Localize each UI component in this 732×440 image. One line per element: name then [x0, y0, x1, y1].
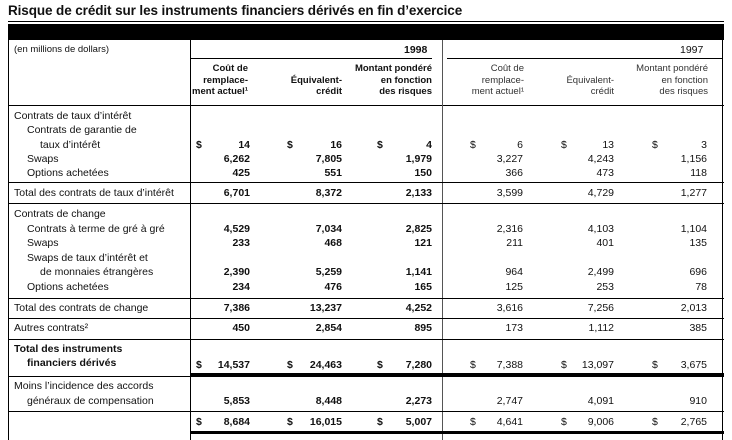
dollar-sign: $: [196, 416, 202, 428]
cell-guarantee-1997-col2: 13: [602, 139, 614, 151]
cell-options-1997-col1: 366: [505, 167, 523, 179]
dollar-sign: $: [377, 359, 383, 371]
cell-forwards-1997-col1: 2,316: [496, 223, 523, 235]
cell-netting-1998-col3: 2,273: [405, 395, 432, 407]
label-forwards: Contrats à terme de gré à gré: [27, 223, 165, 235]
dollar-sign: $: [470, 416, 476, 428]
cell-net-1997-col3: 2,765: [680, 416, 707, 428]
cell-fx-options-1997-col3: 78: [695, 281, 707, 293]
divider-right: [722, 40, 723, 440]
cell-total-fx-1997-col3: 2,013: [680, 302, 707, 314]
label-fx-swaps: Swaps: [27, 237, 59, 249]
cell-other-1998-col3: 895: [414, 322, 432, 334]
label-total-fx: Total des contrats de change: [14, 302, 149, 314]
cell-cross-1998-col3: 1,141: [405, 266, 432, 278]
cell-fx-swaps-1998-col2: 468: [324, 237, 342, 249]
label-fx-options: Options achetées: [27, 281, 109, 293]
cell-swaps-1997-col2: 4,243: [587, 153, 614, 165]
cell-fx-swaps-1998-col3: 121: [414, 237, 432, 249]
cell-swaps-1998-col3: 1,979: [405, 153, 432, 165]
divider-1998-1997: [442, 40, 443, 440]
cell-options-1998-col1: 425: [232, 167, 250, 179]
cell-total-deriv-1997-col3: 3,675: [680, 359, 707, 371]
label-other: Autres contrats²: [14, 322, 89, 334]
rule-total-interest-top: [8, 182, 724, 183]
cell-netting-1997-col1: 2,747: [496, 395, 523, 407]
cell-total-interest-1997-col2: 4,729: [587, 187, 614, 199]
dollar-sign: $: [377, 416, 383, 428]
header-rule: [8, 105, 724, 106]
cell-cross-1997-col1: 964: [505, 266, 523, 278]
cell-other-1997-col2: 1,112: [588, 322, 614, 334]
cell-cross-1998-col1: 2,390: [223, 266, 250, 278]
cell-other-1997-col3: 385: [689, 322, 707, 334]
cell-netting-1997-col2: 4,091: [587, 395, 614, 407]
header-bar: [8, 24, 724, 40]
label-cross-1: Swaps de taux d’intérêt et: [27, 252, 148, 264]
cell-guarantee-1998-col2: 16: [330, 139, 342, 151]
cell-swaps-1998-col2: 7,805: [315, 153, 342, 165]
cell-cross-1997-col2: 2,499: [587, 266, 614, 278]
cell-other-1998-col2: 2,854: [315, 322, 342, 334]
cell-total-interest-1997-col1: 3,599: [496, 187, 523, 199]
cell-total-deriv-1998-col3: 7,280: [405, 359, 432, 371]
label-guarantee-1: Contrats de garantie de: [27, 124, 137, 136]
header-weighted-1998: Montant pondéré en fonction des risques: [354, 63, 432, 97]
cell-total-deriv-1998-col2: 24,463: [309, 359, 342, 371]
cell-options-1997-col3: 118: [690, 167, 707, 179]
header-equiv-1998: Équivalent- crédit: [290, 74, 342, 97]
units-label: (en millions de dollars): [14, 44, 110, 55]
label-swaps: Swaps: [27, 153, 59, 165]
label-interest-heading: Contrats de taux d’intérêt: [14, 110, 132, 122]
cell-net-1997-col1: 4,641: [496, 416, 523, 428]
cell-swaps-1997-col3: 1,156: [680, 153, 707, 165]
label-total-deriv-2: financiers dérivés: [27, 357, 117, 369]
cell-cross-1998-col2: 5,259: [315, 266, 342, 278]
cell-options-1998-col3: 150: [414, 167, 432, 179]
dollar-sign: $: [287, 416, 293, 428]
header-cost-1998: Coût de remplace- ment actuel¹: [192, 63, 248, 97]
title-rule: [8, 21, 724, 22]
cell-guarantee-1997-col3: 3: [701, 139, 707, 151]
divider-label-1998: [190, 40, 191, 440]
rule-1998: [191, 58, 432, 59]
cell-netting-1997-col3: 910: [689, 395, 707, 407]
cell-netting-1998-col2: 8,448: [315, 395, 342, 407]
rule-total-interest-bottom: [8, 203, 724, 204]
cell-fx-options-1998-col3: 165: [414, 281, 432, 293]
cell-fx-options-1997-col2: 253: [596, 281, 614, 293]
rule-net-top: [8, 411, 724, 412]
dollar-sign: $: [377, 139, 383, 151]
cell-forwards-1998-col3: 2,825: [405, 223, 432, 235]
rule-1997: [447, 58, 723, 59]
header-cost-1997: Coût de remplace- ment actuel¹: [471, 63, 524, 97]
dollar-sign: $: [287, 139, 293, 151]
cell-total-fx-1997-col2: 7,256: [587, 302, 614, 314]
dollar-sign: $: [287, 359, 293, 371]
year-1997: 1997: [680, 44, 704, 56]
header-equiv-1997: Équivalent- crédit: [566, 74, 614, 97]
cell-fx-options-1997-col1: 125: [505, 281, 523, 293]
cell-total-fx-1998-col3: 4,252: [405, 302, 432, 314]
cell-options-1998-col2: 551: [324, 167, 342, 179]
rule-net-bottom: [190, 431, 724, 434]
cell-total-fx-1998-col2: 13,237: [309, 302, 342, 314]
cell-cross-1997-col3: 696: [689, 266, 707, 278]
cell-other-1998-col1: 450: [232, 322, 250, 334]
table-title: Risque de crédit sur les instruments financiers dérivés en fin d’exercice: [8, 3, 463, 18]
cell-forwards-1997-col3: 1,104: [680, 223, 707, 235]
cell-total-interest-1997-col3: 1,277: [680, 187, 707, 199]
cell-guarantee-1997-col1: 6: [517, 139, 523, 151]
cell-forwards-1998-col2: 7,034: [315, 223, 342, 235]
cell-fx-options-1998-col2: 476: [324, 281, 342, 293]
label-options: Options achetées: [27, 167, 109, 179]
dollar-sign: $: [652, 416, 658, 428]
cell-guarantee-1998-col3: 4: [426, 139, 432, 151]
cell-fx-swaps-1997-col1: 211: [506, 237, 523, 249]
cell-net-1998-col1: 8,684: [223, 416, 250, 428]
cell-total-deriv-1998-col1: 14,537: [217, 359, 250, 371]
cell-swaps-1997-col1: 3,227: [496, 153, 523, 165]
cell-other-1997-col1: 173: [505, 322, 523, 334]
rule-netting-top: [8, 376, 724, 377]
cell-forwards-1998-col1: 4,529: [223, 223, 250, 235]
label-netting-2: généraux de compensation: [27, 395, 154, 407]
cell-total-interest-1998-col2: 8,372: [315, 187, 342, 199]
divider-left: [8, 40, 9, 440]
header-weighted-1997: Montant pondéré en fonction des risques: [636, 63, 708, 97]
label-fx-heading: Contrats de change: [14, 208, 106, 220]
dollar-sign: $: [470, 139, 476, 151]
cell-net-1998-col2: 16,015: [309, 416, 342, 428]
dollar-sign: $: [470, 359, 476, 371]
dollar-sign: $: [196, 139, 202, 151]
cell-fx-swaps-1997-col2: 401: [596, 237, 614, 249]
year-1998: 1998: [404, 44, 428, 56]
dollar-sign: $: [561, 139, 567, 151]
label-cross-2: de monnaies étrangères: [40, 266, 154, 278]
cell-total-interest-1998-col1: 6,701: [223, 187, 250, 199]
dollar-sign: $: [561, 359, 567, 371]
cell-total-deriv-1997-col2: 13,097: [581, 359, 614, 371]
dollar-sign: $: [652, 139, 658, 151]
cell-net-1997-col2: 9,006: [587, 416, 614, 428]
cell-netting-1998-col1: 5,853: [223, 395, 250, 407]
label-total-deriv-1: Total des instruments: [14, 343, 123, 355]
cell-fx-swaps-1998-col1: 233: [232, 237, 250, 249]
cell-forwards-1997-col2: 4,103: [587, 223, 614, 235]
cell-total-interest-1998-col3: 2,133: [405, 187, 432, 199]
cell-net-1998-col3: 5,007: [405, 416, 432, 428]
label-guarantee-2: taux d’intérêt: [40, 139, 101, 151]
cell-options-1997-col2: 473: [596, 167, 614, 179]
cell-total-fx-1997-col1: 3,616: [496, 302, 523, 314]
cell-total-deriv-1997-col1: 7,388: [496, 359, 523, 371]
rule-total-deriv-top: [8, 339, 724, 340]
dollar-sign: $: [652, 359, 658, 371]
cell-total-fx-1998-col1: 7,386: [223, 302, 250, 314]
cell-guarantee-1998-col1: 14: [238, 139, 250, 151]
label-total-interest: Total des contrats de taux d’intérêt: [14, 187, 174, 199]
cell-fx-swaps-1997-col3: 135: [689, 237, 707, 249]
dollar-sign: $: [196, 359, 202, 371]
rule-other-top: [8, 318, 724, 319]
dollar-sign: $: [561, 416, 567, 428]
cell-swaps-1998-col1: 6,262: [223, 153, 250, 165]
cell-fx-options-1998-col1: 234: [232, 281, 250, 293]
label-netting-1: Moins l’incidence des accords: [14, 380, 154, 392]
rule-total-fx-top: [8, 298, 724, 299]
